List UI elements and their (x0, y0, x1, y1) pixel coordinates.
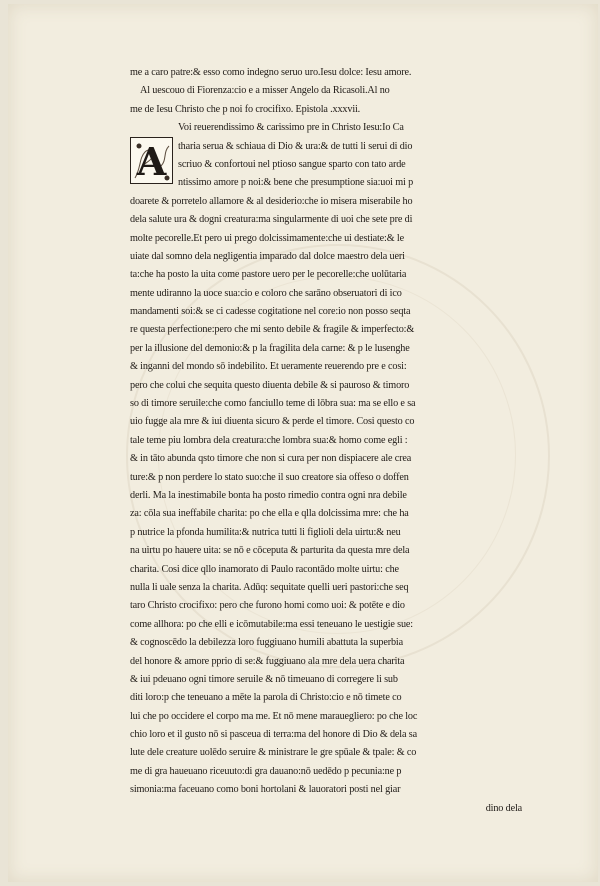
text-line: mandamenti soi:& se ci cadesse cogitatione nel core:io non posso seqta (130, 306, 411, 318)
text-line: molte pecorelle.Et pero ui prego dolcissimamente:che ui destiate:& le (130, 232, 404, 244)
text-line: na uirtu po hauere uita: se nō e cōceputa & parturita da questa mre dela (130, 545, 410, 557)
text-line: lute dele creature uolēdo seruire & ministrare le gre spūale & tpale: & co (130, 747, 417, 759)
text-line: uiate dal somno dela negligentia imparado dal dolce maestro dela ueri (130, 250, 405, 262)
text-line: diti loro:p che teneuano a mēte la parola di Christo:cio e nō timete co (130, 692, 402, 704)
text-line: so di timore seruile:che como fanciullo teme di lōbra sua: ma se ello e sa (130, 398, 416, 410)
initial-letter: A (136, 139, 167, 184)
text-line: derli. Ma la inestimabile bonta ha posto rimedio contra ogni nra debile (130, 489, 407, 501)
text-line: & inganni del mondo sō indebilito. Et ueramente reuerendo pre e cosi: (130, 361, 407, 373)
text-line: uio fugge ala mre & iui diuenta sicuro & perde el timore. Cosi questo co (130, 416, 415, 428)
text-line: chio loro et il gusto nō si pasceua di terra:ma del honore di Dio & dela sa (130, 729, 417, 741)
text-line: lui che po occidere el corpo ma me. Et nō mene marauegliero: po che loc (130, 710, 418, 722)
text-line: & in tāto abunda qsto timore che non si cura per non dispiacere ale crea (130, 453, 412, 465)
text-line: mente udiranno la uoce sua:cio e coloro che sarāno obseruatori di ico (130, 287, 402, 299)
text-line: tharia serua & schiaua di Dio & ura:& de tutti li serui di dio (178, 140, 413, 152)
text-line: za: cōla sua ineffabile charita: po che ella e qlla dolcissima mre: che ha (130, 508, 409, 520)
text-line: ta:che ha posto la uita come pastore uero per le pecorelle:che uolūtaria (130, 269, 407, 281)
text-line: & iui pdeuano ogni timore seruile & nō timeuano di corregere li sub (130, 673, 398, 685)
text-line: simonia:ma faceuano como boni hortolani & lauoratori posti nel giar (130, 784, 401, 796)
text-line: re questa perfectione:pero che mi sento debile & fragile & imperfecto:& (130, 324, 415, 336)
text-line: doarete & porretelo allamore & al desiderio:che io misera miserabile ho (130, 195, 413, 207)
text-line: tale teme piu lombra dela creatura:che lombra sua:& homo come egli : (130, 434, 408, 446)
letter-body (130, 64, 562, 818)
text-line: dela salute ura & dogni creatura:ma singularmente di uoi che sete pre di (130, 214, 413, 226)
catchword: dino dela (485, 802, 522, 814)
text-line: Voi reuerendissimo & carissimo pre in Christo Iesu:Io Ca (178, 122, 404, 134)
heading-line: me de Iesu Christo che p noi fo crocifixo. Epistola .xxxvii. (130, 103, 361, 115)
text-line: ture:& p non perdere lo stato suo:che il suo creatore sia offeso o doffen (130, 471, 409, 483)
text-line: me di gra haueuano riceuuto:di gra dauano:nō uedēdo p pecunia:ne p (130, 765, 402, 777)
text-line: charita. Cosi dice qllo inamorato di Paulo racontādo molte uirtu: che (130, 563, 399, 575)
text-line: ntissimo amore p noi:& bene che presumptione sia:uoi mi p (178, 177, 414, 189)
text-line: taro Christo crocifixo: pero che furono homi como uoi: & potēte e dio (130, 600, 405, 612)
text-line: p nutrice la pfonda humilita:& nutrica tutti li figlioli dela uirtu:& neu (130, 526, 401, 538)
text-line: nulla li uale senza la charita. Adūq: sequitate quelli ueri pastori:che seq (130, 581, 409, 593)
text-line: come allhora: po che elli e icōmutabile:ma essi teneuano le uestigie sue: (130, 618, 413, 630)
text-line: scriuo & confortoui nel ptioso sangue sparto con tato arde (178, 158, 406, 170)
text-line: me a caro patre:& esso como indegno seruo uro.Iesu dolce: Iesu amore. (130, 67, 412, 78)
text-line: & cognoscēdo la debilezza loro fuggiuano humili abattuta la superbia (130, 637, 403, 649)
text-line: del honore & amore pprio di se:& fuggiuano ala mre dela uera charita (130, 655, 405, 667)
text-line: pero che colui che sequita questo diuenta debile & si pauroso & timoro (130, 379, 410, 391)
text-line: per la illusione del demonio:& p la fragilita dela carne: & p le lusenghe (130, 342, 410, 354)
text-line: Al uescouo di Fiorenza:cio e a misser Angelo da Ricasoli.Al no (140, 85, 390, 97)
